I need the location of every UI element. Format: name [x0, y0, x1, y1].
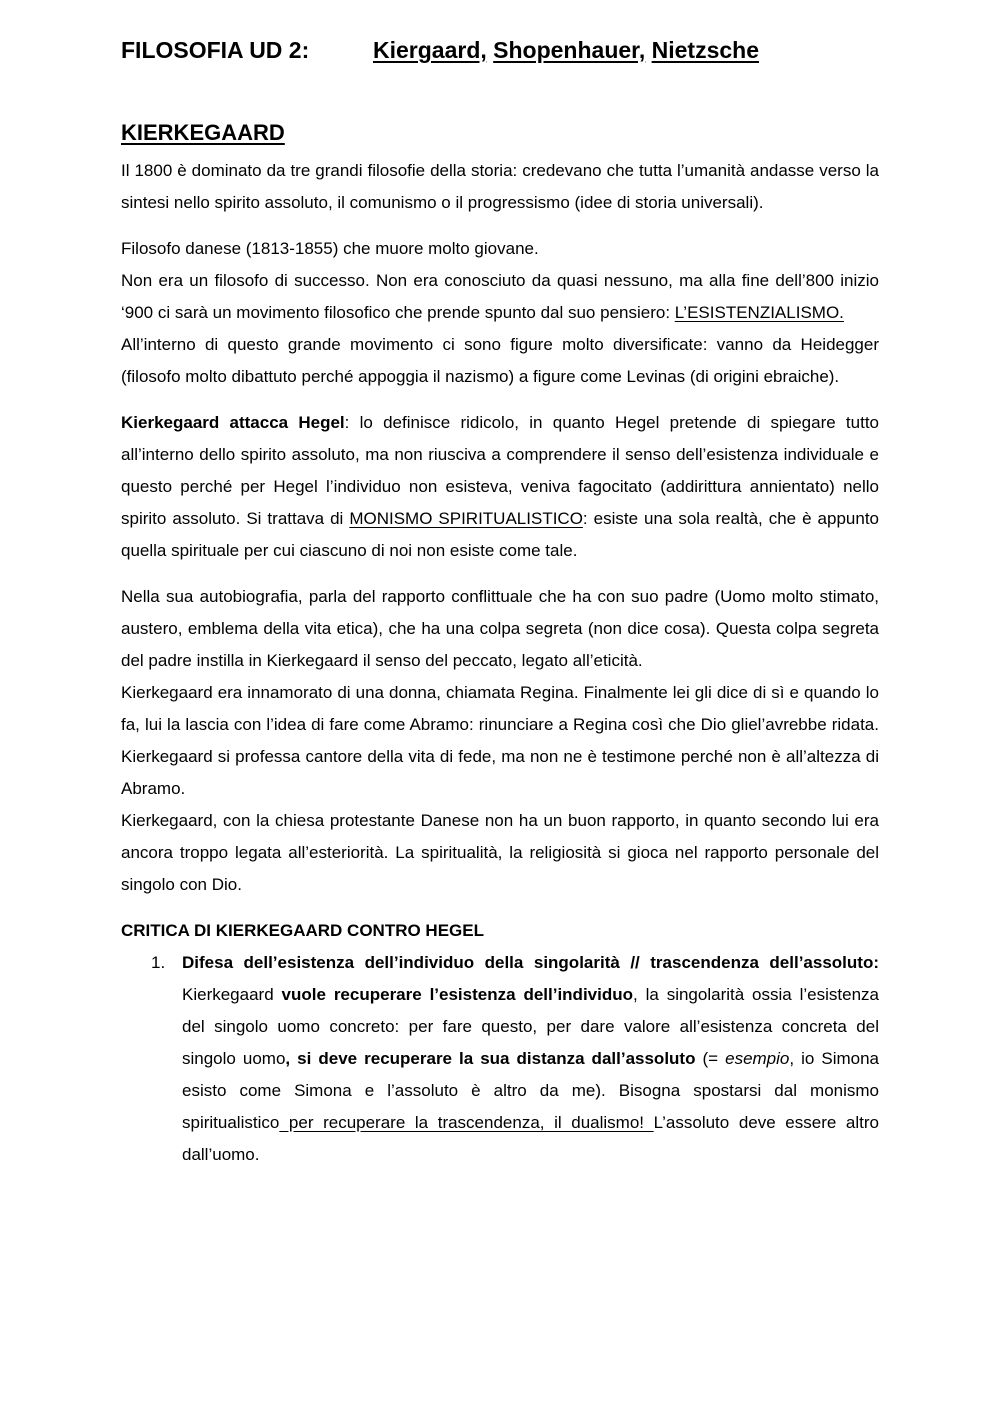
paragraph-existentialism [121, 265, 879, 329]
paragraph-text: (= [695, 1049, 726, 1068]
paragraph-text: , la singolarità ossia l’esistenza del singolo uomo concreto: per fare questo, per dare valore all’esistenza concreta del singolo uomo [182, 985, 879, 1068]
underlined-text: per recuperare la trascendenza, il dualismo! [279, 1113, 654, 1132]
emphasis-text: vuole recuperare l’esistenza dell’individuo [281, 985, 633, 1004]
course-label: FILOSOFIA UD 2: [121, 37, 310, 63]
paragraph-text: Kierkegaard [182, 985, 282, 1004]
hegel-attack-lead: Kierkegaard attacca Hegel [121, 413, 345, 432]
critica-heading: CRITICA DI KIERKEGAARD CONTRO HEGEL [121, 921, 484, 940]
existentialism-term: L’ESISTENZIALISMO. [674, 303, 844, 322]
document-body [121, 155, 879, 1171]
paragraph-text: : lo definisce ridicolo, in quanto Hegel pretende di spiegare tutto all’interno dello spirito assoluto, ma non riusciva a comprendere il senso dell’esistenza individuale e questo perché per Hegel l’individuo non esisteva, veniva fagocitato (addirittura annientato) nello spirito assoluto. Si trattava di [121, 413, 880, 528]
paragraph-church: Kierkegaard, con la chiesa protestante Danese non ha un buon rapporto, in quanto secondo lui era ancora troppo legata all’esteriorità. La spiritualità, la religiosità si gioca nel rapporto personale del singolo con Dio. [121, 811, 879, 894]
authors-list [373, 34, 759, 66]
paragraph-intro: Il 1800 è dominato da tre grandi filosofie della storia: credevano che tutta l’umanità andasse verso la sintesi nello spirito assoluto, il comunismo o il progressismo (idee di storia universali). [121, 161, 879, 212]
paragraph-regina: Kierkegaard era innamorato di una donna, chiamata Regina. Finalmente lei gli dice di sì e quando lo fa, lui la lascia con l’idea di fare come Abramo: rinunciare a Regina così che Dio gliel’avrebbe ridata. Kierkegaard si professa cantore della vita di fede, ma non ne è testimone perché non è all’altezza di Abramo. [121, 683, 879, 798]
paragraph-text: , io Simona esisto come Simona e l’assoluto è altro da me). Bisogna spostarsi dal monismo spiritualistico [182, 1049, 880, 1132]
paragraph-movement: All’interno di questo grande movimento ci sono figure molto diversificate: vanno da Heidegger (filosofo molto dibattuto perché appoggia il nazismo) a figure come Levinas (di origini ebraiche). [121, 335, 879, 386]
critica-point-title: Difesa dell’esistenza dell’individuo della singolarità // trascendenza dell’assoluto: [182, 953, 879, 972]
document-title [121, 34, 759, 66]
author-schopenhauer: Shopenhauer, [493, 37, 646, 63]
section-heading-kierkegaard: KIERKEGAARD [121, 120, 285, 145]
paragraph-text: : esiste una sola realtà, che è appunto quella spirituale per cui ciascuno di noi non esiste come tale. [121, 509, 879, 560]
example-label: esempio [725, 1049, 790, 1068]
paragraph-text: L’assoluto deve essere altro dall’uomo. [182, 1113, 879, 1164]
author-kierkegaard: Kiergaard, [373, 37, 487, 63]
critica-list [121, 947, 879, 1171]
emphasis-text: , si deve recuperare la sua distanza dall’assoluto [285, 1049, 696, 1068]
paragraph-biography: Filosofo danese (1813-1855) che muore molto giovane. [121, 239, 539, 258]
list-item [121, 947, 879, 1171]
list-item-number: 1. [151, 953, 166, 972]
author-nietzsche: Nietzsche [651, 37, 760, 63]
paragraph-father: Nella sua autobiografia, parla del rapporto conflittuale che ha con suo padre (Uomo molto stimato, austero, emblema della vita etica), che ha una colpa segreta (non dice cosa). Questa colpa segreta del padre instilla in Kierkegaard il senso del peccato, legato all’eticità. [121, 587, 879, 670]
paragraph-hegel-attack [121, 407, 879, 567]
monism-term: MONISMO SPIRITUALISTICO [349, 509, 583, 528]
paragraph-text: Non era un filosofo di successo. Non era conosciuto da quasi nessuno, ma alla fine dell’800 inizio ‘900 ci sarà un movimento filosofico che prende spunto dal suo pensiero: [121, 271, 879, 322]
